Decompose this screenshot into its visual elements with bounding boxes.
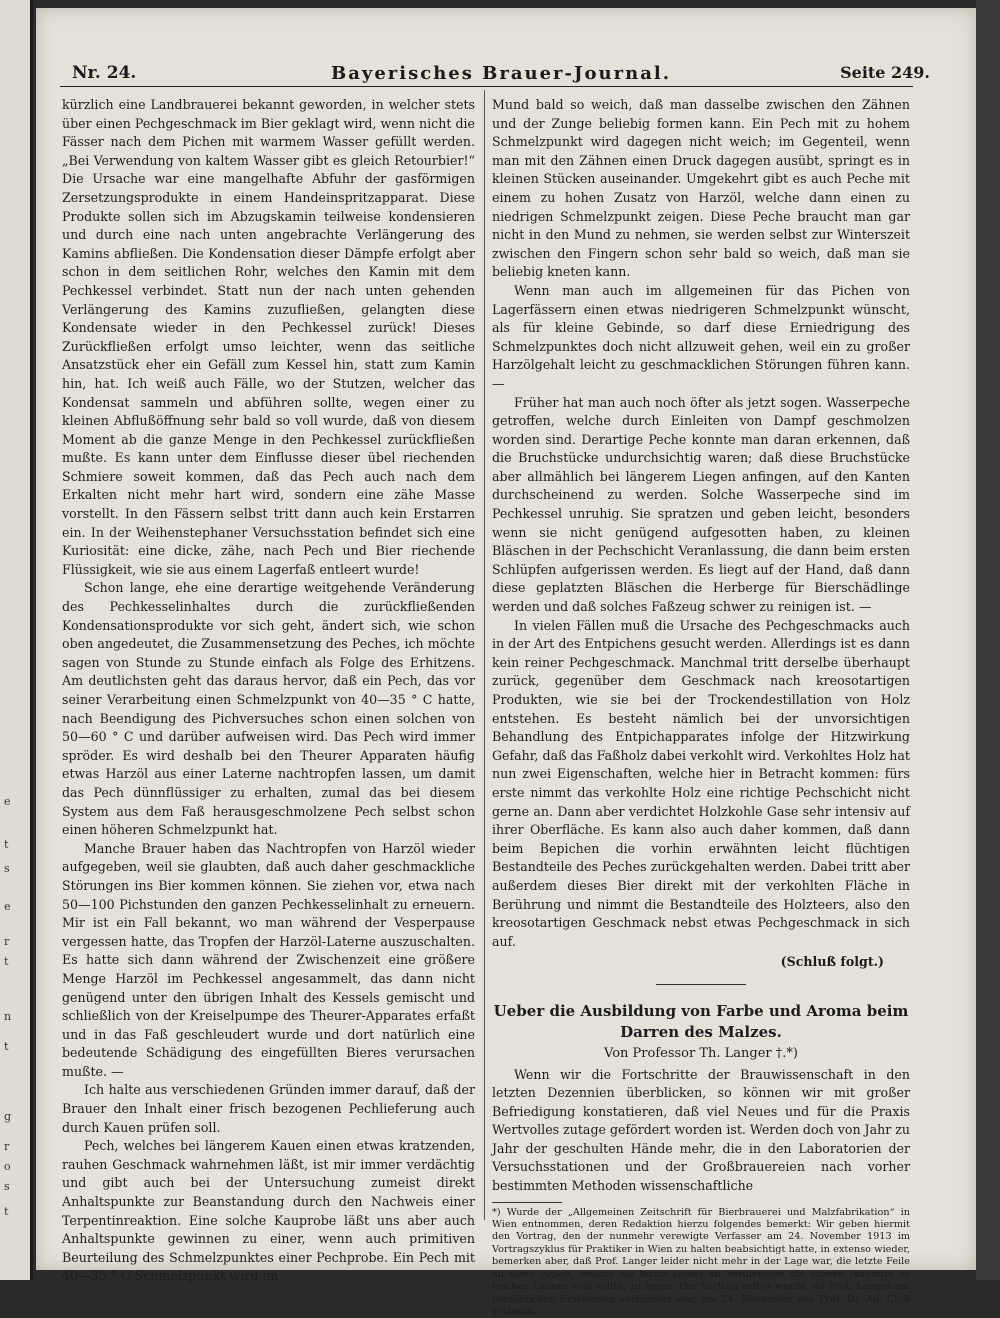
footnote: *) Wurde der „Allgemeinen Zeitschrift für Bierbrauerei und Malzfabrikation“ in Wien entnommen, deren Redaktion hierzu folgendes bemerkt: Wir geben hiermit den Vortrag, den der nunmehr verewigte Verfasser am 24. November 1913 im Vortragszyklus für Praktiker in Wien zu halten beabsichtigt hatte, in extenso wieder, bemerken aber, daß Prof. Langer leider nicht mehr in der Lage war, die letzte Feile an diese Arbeit, welche die letzte seines an Verdiensten für unsere Industrie so reichen Lebens sein sollte, zu legen. Der Vortrag selbst wurde, da Prof. Langer am persönlichen Erscheinen verhindert war, am 24. November von Prof. Dr. Ad. Cluß verlesen. [492,1206,910,1317]
paragraph: Mund bald so weich, daß man dasselbe zwischen den Zähnen und der Zunge beliebig formen kann. Ein Pech mit zu hohem Schmelzpunkt wird dagegen nicht weich; im Gegenteil, wenn man mit den Zähnen einen Druck dagegen ausübt, springt es in kleinen Stücken auseinander. Umgekehrt gibt es auch Peche mit einem zu hohen Zusatz von Harzöl, welche dann einen zu niedrigen Schmelzpunkt zeigen. Diese Peche braucht man gar nicht in den Mund zu nehmen, sie werden selbst zur Winterszeit zwischen den Fingern schon sehr bald so weich, daß man sie beliebig kneten kann. [492,97,910,280]
header-rule [60,86,913,87]
scan-edge [976,0,1000,1280]
margin-fragment: n [4,1010,12,1023]
margin-fragment: s [4,862,10,875]
paragraph: Wenn man auch im allgemeinen für das Pichen von Lagerfässern einen etwas niedrigeren Schmelzpunkt wünscht, als für kleine Gebinde, so darf diese Erniedrigung des Schmelzpunktes doch nicht allzuweit gehen, weil ein zu großer Harzölgehalt leicht zu geschmacklichen Störungen führen kann. — [492,282,910,391]
margin-fragment: e [4,795,11,808]
right-column [492,96,910,1318]
article-body: Wenn wir die Fortschritte der Brauwissenschaft in den letzten Dezennien überblicken, so können wir mit großer Befriedigung konstatieren, daß viel Neues und für die Praxis Wertvolles zutage gefördert worden ist. Werden doch von Jahr zu Jahr der geschulten Hände mehr, die in den Laboratorien der Versuchsstationen und der Großbrauereien nach vorher bestimmten Methoden wissenschaftliche [492,1066,910,1194]
paragraph: kürzlich eine Landbrauerei bekannt geworden, in welcher stets über einen Pechgeschmack im Bier geklagt wird, wenn nicht die Fässer nach dem Pichen mit warmem Wasser gefüllt werden. „Bei Verwendung von kaltem Wasser gibt es gleich Retourbier!“ Die Ursache war eine mangelhafte Abfuhr der gasförmigen Zersetzungsprodukte in einem Handeinspritzapparat. Diese Produkte sollen sich im Abzugskamin teilweise kondensieren und durch eine nach unten angebrachte Verlängerung des Kamins abfließen. Die Kondensation dieser Dämpfe erfolgt aber schon in dem seitlichen Rohr, welches den Kamin mit dem Pechkessel verbindet. Statt nun der nach unten gehenden Verlängerung des Kamins zuzufließen, gelangten diese Kondensate wieder in den Pechkessel zurück! Dieses Zurückfließen erfolgt umso leichter, wenn das seitliche Ansatzstück eher ein Gefäll zum Kessel hin, statt zum Kamin hin, hat. Ich weiß auch Fälle, wo der Stutzen, welcher das Kondensat sammeln und abführen sollte, wegen einer zu kleinen Abflußöffnung sehr bald so voll wurde, daß von diesem Moment ab die ganze Menge in den Pechkessel zurückfließen mußte. Es kann unter dem Einflusse dieser übel riechenden Schmiere soweit kommen, daß das Pech auch nach dem Erkalten nicht mehr hart wird, sondern eine zähe Masse vorstellt. In den Fässern selbst tritt dann auch kein Erstarren ein. In der Weihenstephaner Versuchsstation befindet sich eine Kuriosität: eine dicke, zähe, nach Pech und Bier riechende Flüssigkeit, wie sie aus einem Lagerfaß entleert wurde! [62,97,475,577]
paragraph: Manche Brauer haben das Nachtropfen von Harzöl wieder aufgegeben, weil sie glaubten, daß auch daher geschmackliche Störungen ins Bier kommen können. Sie ziehen vor, etwa nach 50—100 Pichstunden den ganzen Pechkesselinhalt zu erneuern. Mir ist ein Fall bekannt, wo man während der Vesperpause vergessen hatte, das Tropfen der Harzöl-Laterne auszuschalten. Es hatte sich dann während der Zwischenzeit eine größere Menge Harzöl im Pechkessel angesammelt, das dann nicht genügend unter den übrigen Inhalt des Kessels gemischt und schließlich von der Kreiselpumpe des Theurer-Apparates erfaßt und in das Faß geschleudert wurde und dort natürlich eine bedeutende Schädigung des eingefüllten Bieres verursachen mußte. — [62,840,475,1079]
page-number: Seite 249. [840,63,930,82]
margin-fragment: g [4,1110,12,1123]
margin-fragment: t [4,838,9,851]
margin-fragment: s [4,1180,10,1193]
paragraph: Früher hat man auch noch öfter als jetzt sogen. Wasserpeche getroffen, welche durch Einleiten von Dampf geschmolzen worden sind. Derartige Peche konnte man daran erkennen, daß die Bruchstücke undurchsichtig waren; daß diese Bruchstücke aber allmählich bei längerem Liegen anfingen, auf den Kanten durchscheinend zu werden. Solche Wasserpeche sind im Pechkessel unruhig. Sie spratzen und geben leicht, besonders wenn sie nicht genügend aufgesotten haben, zu kleinen Bläschen in der Pechschicht Veranlassung, die dann beim ersten Schlüpfen aufgerissen werden. Es liegt auf der Hand, daß dann diese geplatzten Bläschen die Herberge für Bierschädlinge werden und daß solches Faßzeug schwer zu reinigen ist. — [492,394,910,615]
paragraph: Pech, welches bei längerem Kauen einen etwas kratzenden, rauhen Geschmack wahrnehmen läßt, ist mir immer verdächtig und gibt auch bei der Untersuchung zumeist direkt Anhaltspunkte zur Beanstandung durch den Nachweis einer Terpentinreaktion. Eine solche Kauprobe läßt uns aber auch Anhaltspunkte gewinnen zu einer, wenn auch primitiven Beurteilung des Schmelzpunktes einer Pechprobe. Ein Pech mit 40—35 ° C Schmelzpunkt wird im [62,1138,475,1284]
paragraph: In vielen Fällen muß die Ursache des Pechgeschmacks auch in der Art des Entpichens gesucht werden. Allerdings ist es dann kein reiner Pechgeschmack. Manchmal tritt derselbe überhaupt zurück, gegenüber dem Geschmack nach kreosotartigen Produkten, wie sie bei der Trockendestillation von Holz entstehen. Es besteht nämlich bei der unvorsichtigen Behandlung des Entpichapparates infolge der Hitzwirkung Gefahr, daß das Faßholz dabei verkohlt wird. Verkohltes Holz hat nun zwei Eigenschaften, welche hier in Betracht kommen: fürs erste nimmt das verkohlte Holz eine richtige Pechschicht nicht gerne an. Dann aber verdichtet Holzkohle Gase sehr intensiv auf ihrer Oberfläche. Es kann also auch daher kommen, daß dann beim Bepichen die vorhin erwähnten leicht flüchtigen Bestandteile des Peches zurückgehalten werden. Dabei tritt aber außerdem dieses Bier direkt mit der verkohlten Fläche in Berührung und nimmt die Bestandteile des Holzteers, also den kreosotartigen Geschmack nebst etwas Pechgeschmack in sich auf. [492,617,910,949]
margin-fragment: t [4,955,9,968]
column-divider [484,90,485,1220]
paragraph: Schon lange, ehe eine derartige weitgehende Veränderung des Pechkesselinhaltes durch die zurückfließenden Kondensationsprodukte vor sich geht, ändert sich, wie schon oben angedeutet, die Zusammensetzung des Peches, ich möchte sagen von Stunde zu Stunde einfach als Folge des Erhitzens. Am deutlichsten geht das daraus hervor, daß ein Pech, das vor seiner Verarbeitung einen Schmelzpunkt von 40—35 ° C hatte, nach Beendigung des Pichversuches schon einen solchen von 50—60 ° C und darüber aufweisen wird. Das Pech wird immer spröder. Es wird deshalb bei den Theurer Apparaten häufig etwas Harzöl aus einer Laterne nachtropfen lassen, um damit das Pech dünnflüssiger zu erhalten, zumal das bei diesem System aus dem Faß herausgeschmolzene Pech selbst schon einen höheren Schmelzpunkt hat. [62,580,475,838]
margin-fragment: r [4,935,10,948]
margin-fragment: e [4,900,11,913]
article-title: Ueber die Ausbildung von Farbe und Aroma beim Darren des Malzes. [493,1001,909,1041]
issue-number: Nr. 24. [72,63,137,83]
footnote-rule [492,1202,562,1203]
margin-fragment: r [4,1140,10,1153]
journal-title: Bayerisches Brauer-Journal. [331,63,671,84]
adjacent-page-edge [0,0,33,1280]
paragraph: Ich halte aus verschiedenen Gründen immer darauf, daß der Brauer den Inhalt einer frisch bezogenen Pechlieferung auch durch Kauen prüfen soll. [62,1082,475,1135]
margin-fragment: t [4,1205,9,1218]
margin-fragment: t [4,1040,9,1053]
continued-note: (Schluß folgt.) [780,954,884,970]
margin-fragment: o [4,1160,11,1173]
section-divider [656,984,746,985]
left-column [62,96,475,1286]
article-byline: Von Professor Th. Langer †.*) [604,1045,798,1061]
